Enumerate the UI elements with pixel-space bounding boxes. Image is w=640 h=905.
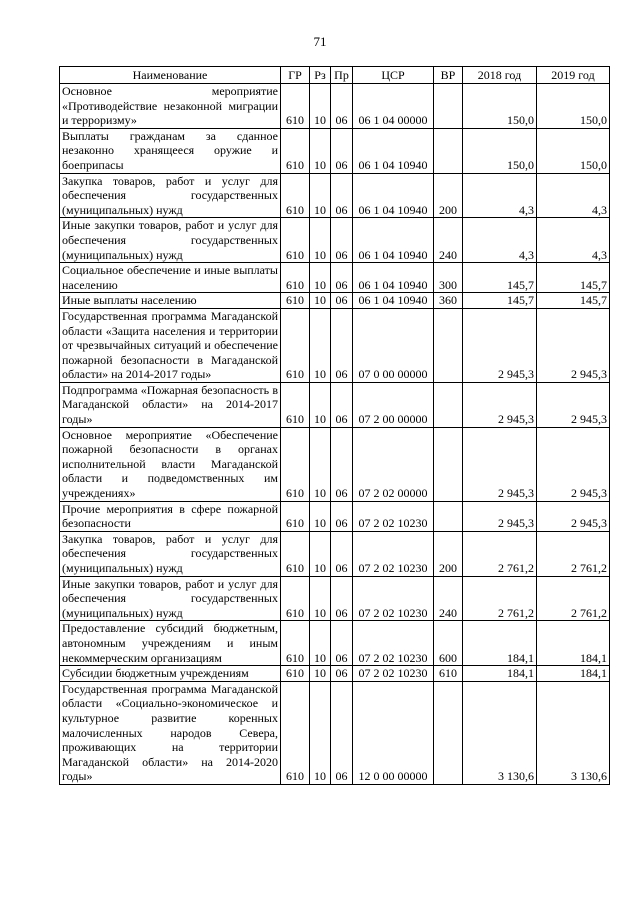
cell-gr: 610	[281, 218, 310, 263]
cell-name: Основное мероприятие «Обеспечение пожарной безопасности в органах исполнительной власти Магаданской области и подведомственных им учреждениях»	[60, 427, 281, 501]
cell-vr: 600	[434, 621, 463, 666]
cell-vr: 360	[434, 293, 463, 309]
cell-vr: 200	[434, 173, 463, 218]
cell-pr: 06	[331, 576, 353, 621]
cell-2018: 2 945,3	[463, 427, 537, 501]
cell-2019: 3 130,6	[537, 681, 610, 784]
cell-vr	[434, 501, 463, 531]
cell-vr	[434, 308, 463, 382]
cell-2019: 150,0	[537, 84, 610, 129]
cell-gr: 610	[281, 308, 310, 382]
cell-csr: 07 2 02 10230	[353, 576, 434, 621]
cell-csr: 06 1 04 10940	[353, 173, 434, 218]
cell-2018: 2 761,2	[463, 576, 537, 621]
table-row	[60, 666, 610, 682]
cell-gr: 610	[281, 382, 310, 427]
table-row	[60, 293, 610, 309]
cell-csr: 07 2 02 10230	[353, 501, 434, 531]
table-row	[60, 84, 610, 129]
cell-csr: 07 2 02 10230	[353, 621, 434, 666]
header-gr: ГР	[281, 67, 310, 84]
cell-2018: 2 945,3	[463, 501, 537, 531]
table-body	[60, 84, 610, 785]
cell-csr: 07 2 00 00000	[353, 382, 434, 427]
cell-pr: 06	[331, 531, 353, 576]
cell-pr: 06	[331, 84, 353, 129]
cell-name: Подпрограмма «Пожарная безопасность в Магаданской области» на 2014-2017 годы»	[60, 382, 281, 427]
cell-name: Иные выплаты населению	[60, 293, 281, 309]
table-row	[60, 576, 610, 621]
cell-csr: 06 1 04 10940	[353, 293, 434, 309]
table-row	[60, 501, 610, 531]
cell-rz: 10	[310, 84, 331, 129]
cell-name: Основное мероприятие «Противодействие незаконной миграции и терроризму»	[60, 84, 281, 129]
cell-rz: 10	[310, 427, 331, 501]
cell-2019: 145,7	[537, 263, 610, 293]
cell-pr: 06	[331, 308, 353, 382]
cell-2019: 2 945,3	[537, 382, 610, 427]
cell-gr: 610	[281, 681, 310, 784]
cell-2018: 2 761,2	[463, 531, 537, 576]
cell-csr: 12 0 00 00000	[353, 681, 434, 784]
table-row	[60, 382, 610, 427]
cell-gr: 610	[281, 531, 310, 576]
cell-2018: 145,7	[463, 293, 537, 309]
cell-name: Государственная программа Магаданской области «Защита населения и территории от чрезвычайных ситуаций и обеспечение пожарной безопасности в Магаданской области» на 2014-2017 годы»	[60, 308, 281, 382]
cell-csr: 07 2 02 00000	[353, 427, 434, 501]
table-header-row	[60, 67, 610, 84]
cell-gr: 610	[281, 427, 310, 501]
cell-pr: 06	[331, 173, 353, 218]
cell-name: Прочие мероприятия в сфере пожарной безопасности	[60, 501, 281, 531]
cell-rz: 10	[310, 576, 331, 621]
cell-gr: 610	[281, 576, 310, 621]
cell-gr: 610	[281, 293, 310, 309]
cell-2018: 184,1	[463, 666, 537, 682]
cell-pr: 06	[331, 382, 353, 427]
cell-2019: 2 945,3	[537, 501, 610, 531]
cell-2018: 4,3	[463, 173, 537, 218]
cell-2019: 184,1	[537, 621, 610, 666]
cell-2019: 4,3	[537, 218, 610, 263]
header-vr: ВР	[434, 67, 463, 84]
cell-vr: 300	[434, 263, 463, 293]
table-row	[60, 308, 610, 382]
cell-gr: 610	[281, 621, 310, 666]
cell-pr: 06	[331, 293, 353, 309]
cell-name: Государственная программа Магаданской области «Социально-экономическое и культурное развитие коренных малочисленных народов Севера, проживающих на территории Магаданской области» на 2014-2020 годы»	[60, 681, 281, 784]
header-csr: ЦСР	[353, 67, 434, 84]
cell-2019: 150,0	[537, 128, 610, 173]
header-pr: Пр	[331, 67, 353, 84]
cell-pr: 06	[331, 501, 353, 531]
cell-gr: 610	[281, 128, 310, 173]
table-row	[60, 427, 610, 501]
cell-vr: 610	[434, 666, 463, 682]
header-name: Наименование	[60, 67, 281, 84]
budget-table	[59, 66, 610, 785]
cell-rz: 10	[310, 218, 331, 263]
table-row	[60, 621, 610, 666]
page-number: 71	[313, 34, 327, 49]
cell-name: Выплаты гражданам за сданное незаконно хранящееся оружие и боеприпасы	[60, 128, 281, 173]
cell-2019: 2 761,2	[537, 531, 610, 576]
cell-2019: 2 761,2	[537, 576, 610, 621]
cell-gr: 610	[281, 501, 310, 531]
cell-csr: 06 1 04 00000	[353, 84, 434, 129]
cell-vr: 240	[434, 218, 463, 263]
cell-name: Социальное обеспечение и иные выплаты населению	[60, 263, 281, 293]
cell-pr: 06	[331, 263, 353, 293]
cell-2018: 150,0	[463, 128, 537, 173]
cell-pr: 06	[331, 218, 353, 263]
cell-name: Иные закупки товаров, работ и услуг для обеспечения государственных (муниципальных) нужд	[60, 576, 281, 621]
cell-rz: 10	[310, 308, 331, 382]
table-row	[60, 218, 610, 263]
cell-csr: 06 1 04 10940	[353, 128, 434, 173]
cell-pr: 06	[331, 427, 353, 501]
table-row	[60, 681, 610, 784]
table-row	[60, 128, 610, 173]
cell-pr: 06	[331, 666, 353, 682]
cell-pr: 06	[331, 681, 353, 784]
table-row	[60, 263, 610, 293]
cell-rz: 10	[310, 681, 331, 784]
cell-2019: 2 945,3	[537, 427, 610, 501]
cell-2018: 2 945,3	[463, 308, 537, 382]
cell-2018: 2 945,3	[463, 382, 537, 427]
cell-gr: 610	[281, 173, 310, 218]
cell-name: Иные закупки товаров, работ и услуг для обеспечения государственных (муниципальных) нужд	[60, 218, 281, 263]
cell-2019: 4,3	[537, 173, 610, 218]
cell-csr: 07 2 02 10230	[353, 666, 434, 682]
cell-2019: 145,7	[537, 293, 610, 309]
cell-gr: 610	[281, 666, 310, 682]
cell-csr: 06 1 04 10940	[353, 263, 434, 293]
cell-pr: 06	[331, 128, 353, 173]
cell-2018: 3 130,6	[463, 681, 537, 784]
cell-vr: 200	[434, 531, 463, 576]
cell-vr	[434, 84, 463, 129]
cell-name: Закупка товаров, работ и услуг для обеспечения государственных (муниципальных) нужд	[60, 173, 281, 218]
cell-vr	[434, 427, 463, 501]
cell-rz: 10	[310, 531, 331, 576]
cell-name: Субсидии бюджетным учреждениям	[60, 666, 281, 682]
cell-pr: 06	[331, 621, 353, 666]
cell-vr	[434, 382, 463, 427]
header-2018: 2018 год	[463, 67, 537, 84]
cell-csr: 06 1 04 10940	[353, 218, 434, 263]
cell-name: Закупка товаров, работ и услуг для обеспечения государственных (муниципальных) нужд	[60, 531, 281, 576]
cell-rz: 10	[310, 173, 331, 218]
table-row	[60, 173, 610, 218]
cell-2018: 145,7	[463, 263, 537, 293]
cell-csr: 07 0 00 00000	[353, 308, 434, 382]
header-2019: 2019 год	[537, 67, 610, 84]
cell-rz: 10	[310, 666, 331, 682]
cell-2018: 184,1	[463, 621, 537, 666]
cell-rz: 10	[310, 621, 331, 666]
cell-2019: 184,1	[537, 666, 610, 682]
cell-rz: 10	[310, 382, 331, 427]
cell-name: Предоставление субсидий бюджетным, автономным учреждениям и иным некоммерческим организациям	[60, 621, 281, 666]
cell-2018: 4,3	[463, 218, 537, 263]
cell-vr	[434, 681, 463, 784]
cell-csr: 07 2 02 10230	[353, 531, 434, 576]
table-row	[60, 531, 610, 576]
cell-rz: 10	[310, 128, 331, 173]
cell-2018: 150,0	[463, 84, 537, 129]
cell-gr: 610	[281, 263, 310, 293]
cell-vr	[434, 128, 463, 173]
cell-rz: 10	[310, 263, 331, 293]
cell-vr: 240	[434, 576, 463, 621]
cell-2019: 2 945,3	[537, 308, 610, 382]
cell-gr: 610	[281, 84, 310, 129]
cell-rz: 10	[310, 501, 331, 531]
header-rz: Рз	[310, 67, 331, 84]
cell-rz: 10	[310, 293, 331, 309]
